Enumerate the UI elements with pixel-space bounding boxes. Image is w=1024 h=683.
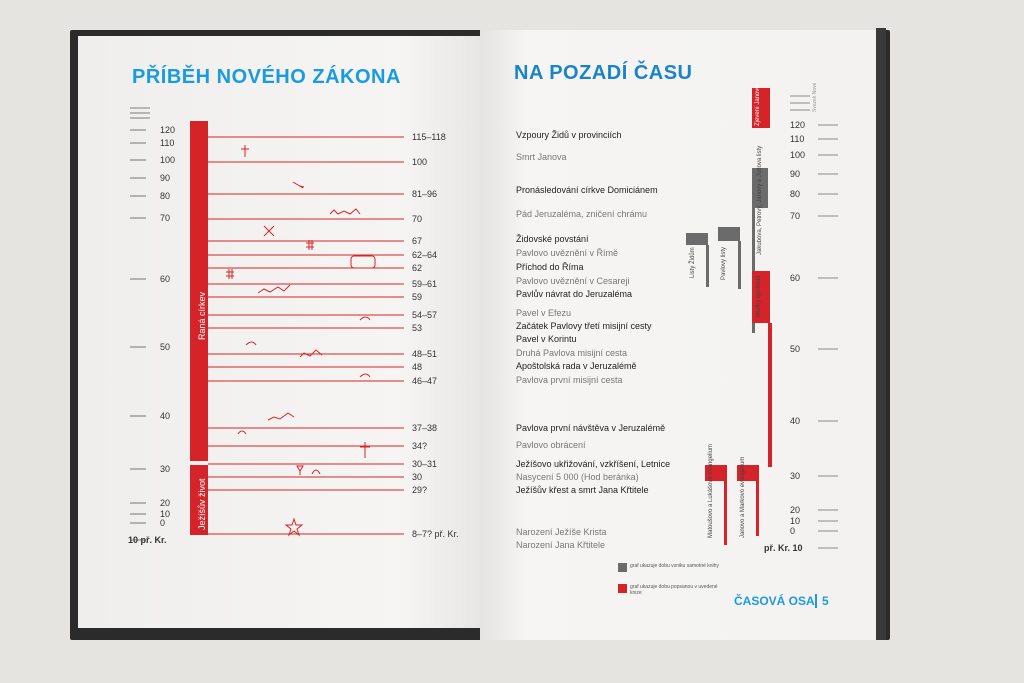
timeline-event: Pavlovo uvěznění v Římě xyxy=(516,248,619,258)
early-church-label: Raná církev xyxy=(197,291,207,340)
left-axis-label: 50 xyxy=(160,342,171,352)
left-axis-label: 100 xyxy=(160,155,176,165)
sword-icon xyxy=(293,182,304,188)
city-skyline-icon-4 xyxy=(268,413,294,420)
right-axis-label: 80 xyxy=(790,189,801,199)
event-date: 8–7? př. Kr. xyxy=(412,529,459,539)
event-date: 37–38 xyxy=(412,423,438,433)
event-date: 70 xyxy=(412,214,423,224)
page-number: 5 xyxy=(822,594,829,608)
event-date: 100 xyxy=(412,157,428,167)
event-date: 34? xyxy=(412,441,428,451)
grid-icon xyxy=(306,240,314,250)
event-date: 29? xyxy=(412,485,428,495)
timeline-event: Židovské povstání xyxy=(516,234,589,244)
colosseum-icon xyxy=(351,256,375,268)
timeline-event: Druhá Pavlova misijní cesta xyxy=(516,348,628,358)
left-axis-label: 10 xyxy=(160,509,171,519)
boat-icon-3 xyxy=(246,342,256,345)
left-axis-label: 20 xyxy=(160,498,171,508)
left-axis-label: 40 xyxy=(160,411,171,421)
legend-grey-text: graf ukazuje dobu vzniku samotné knihy xyxy=(630,563,719,569)
event-date: 30 xyxy=(412,472,423,482)
legend-grey-swatch xyxy=(618,563,627,572)
right-axis-label: 90 xyxy=(790,169,801,179)
timeline-event: Pavlova první návštěva v Jeruzalémě xyxy=(516,423,666,433)
left-axis-label: 60 xyxy=(160,274,171,284)
right-axis-label: př. Kr. 10 xyxy=(764,543,803,553)
right-axis-label: 50 xyxy=(790,344,801,354)
boat-icon xyxy=(360,317,370,320)
event-date: 48 xyxy=(412,362,423,372)
event-date: 46–47 xyxy=(412,376,438,386)
event-date: 115–118 xyxy=(412,132,446,142)
snake-icon xyxy=(238,431,246,434)
event-date: 59 xyxy=(412,292,423,302)
star-icon xyxy=(286,519,302,535)
right-axis-label: 20 xyxy=(790,505,801,515)
jesus-life-label: Ježíšův život xyxy=(197,478,207,530)
timeline-event: Začátek Pavlovy třetí misijní cesty xyxy=(516,321,652,331)
event-date: 81–96 xyxy=(412,189,438,199)
event-date: 62 xyxy=(412,263,423,273)
timeline-event: Pavlovo uvěznění v Cesareji xyxy=(516,276,630,286)
event-date: 48–51 xyxy=(412,349,438,359)
timeline-event: Narození Ježíše Krista xyxy=(516,527,607,537)
crossed-swords-icon xyxy=(264,226,274,236)
boat-icon-2 xyxy=(360,374,370,377)
timeline-event: Pronásledování církve Domiciánem xyxy=(516,185,658,195)
right-axis-label: 40 xyxy=(790,416,801,426)
matthew-luke-label: Matoušovo a Lukášovo evangelium xyxy=(708,443,714,538)
acts-stem xyxy=(768,323,772,467)
event-date: 59–61 xyxy=(412,279,438,289)
left-axis-label: 70 xyxy=(160,213,171,223)
left-page-title: PŘÍBĚH NOVÉHO ZÁKONA xyxy=(132,66,401,88)
right-axis-label: 100 xyxy=(790,150,806,160)
revelation-label: Zjevení Janovo xyxy=(755,85,761,126)
right-axis-label: 0 xyxy=(790,526,796,536)
fish-icon xyxy=(312,470,320,474)
left-axis-label: 80 xyxy=(160,191,171,201)
left-axis-label: 0 xyxy=(160,518,166,528)
event-date: 30–31 xyxy=(412,459,438,469)
timeline-event: Pavel v Efezu xyxy=(516,308,572,318)
hebrews-stem xyxy=(706,245,709,287)
matthew-luke-stem xyxy=(724,481,727,545)
right-axis-label: 110 xyxy=(790,134,805,144)
right-axis-label: 70 xyxy=(790,211,801,221)
right-axis-label: 30 xyxy=(790,471,801,481)
paul-letters-label: Pavlovy listy xyxy=(721,246,727,280)
timeline-event: Pavlův návrat do Jeruzaléma xyxy=(516,289,633,299)
city-skyline-icon-2 xyxy=(258,285,290,293)
timeline-event: Nasycení 5 000 (Hod beránka) xyxy=(516,472,639,482)
event-date: 53 xyxy=(412,323,423,333)
paul-letters-bar xyxy=(718,227,740,241)
left-axis-label: 30 xyxy=(160,464,171,474)
corner-label: Svazek Nové xyxy=(812,82,818,112)
footer-title: ČASOVÁ OSA xyxy=(734,594,815,608)
hebrews-label: Listy Židům xyxy=(690,247,696,278)
left-axis-label: 110 xyxy=(160,138,175,148)
timeline-event: Příchod do Říma xyxy=(516,262,584,272)
right-axis-label: 60 xyxy=(790,273,801,283)
john-mark-label: Janovo a Markovo evangelium xyxy=(740,456,746,538)
john-mark-stem xyxy=(756,481,759,536)
cross-icon-2 xyxy=(360,442,370,458)
timeline-event: Pavel v Korintu xyxy=(516,334,577,344)
timeline-event: Vzpoury Židů v provinciích xyxy=(516,130,622,140)
left-axis-label: 90 xyxy=(160,173,171,183)
acts-label: Skutky apoštolů xyxy=(756,275,762,318)
timeline-event: Apoštolská rada v Jeruzalémě xyxy=(516,361,637,371)
hebrews-bar xyxy=(686,233,708,245)
timeline-event: Narození Jana Křtitele xyxy=(516,540,606,550)
timeline-event: Smrt Janova xyxy=(516,152,567,162)
right-axis-label: 10 xyxy=(790,516,801,526)
timeline-event: Ježíšův křest a smrt Jana Křtitele xyxy=(516,485,649,495)
event-date: 67 xyxy=(412,236,423,246)
cup-icon xyxy=(297,466,303,475)
legend-red-swatch xyxy=(618,584,627,593)
event-date: 62–64 xyxy=(412,250,438,260)
right-axis-label: 120 xyxy=(790,120,806,130)
legend-red-text: graf ukazuje dobu popsanou v uvedené knize xyxy=(630,584,718,596)
footer-divider xyxy=(815,594,817,608)
johns-letters-label: Jakubova, Petrovy, Janovy a Judova listy xyxy=(757,145,763,255)
right-page-title: NA POZADÍ ČASU xyxy=(514,62,693,84)
paul-letters-stem xyxy=(738,241,741,289)
cross-icon xyxy=(241,145,249,157)
timeline-event: Ježíšovo ukřižování, vzkříšení, Letnice xyxy=(516,459,671,469)
city-skyline-icon-3 xyxy=(300,350,322,357)
event-date: 54–57 xyxy=(412,310,438,320)
left-axis-label: 10 př. Kr. xyxy=(128,535,167,545)
left-axis-label: 120 xyxy=(160,125,176,135)
grid-icon-2 xyxy=(226,269,234,279)
timeline-event: Pavlovo obrácení xyxy=(516,440,586,450)
timeline-event: Pád Jeruzaléma, zničení chrámu xyxy=(516,209,648,219)
timeline-event: Pavlova první misijní cesta xyxy=(516,375,623,385)
city-skyline-icon xyxy=(330,209,360,214)
